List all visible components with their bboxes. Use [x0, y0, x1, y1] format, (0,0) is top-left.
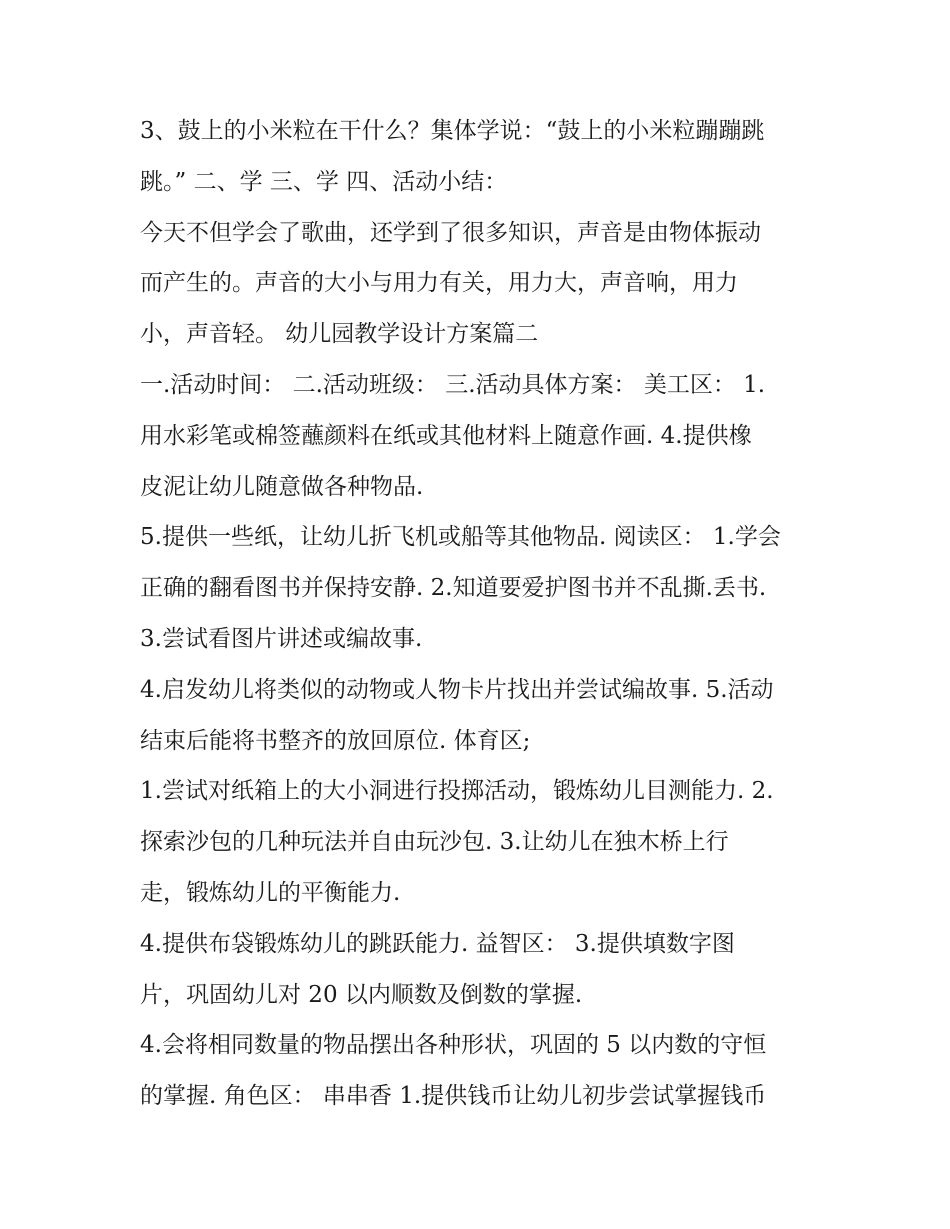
- text-line: 一.活动时间： 二.活动班级： 三.活动具体方案： 美工区： 1.: [140, 371, 766, 398]
- text-line: 片，巩固幼儿对 20 以内顺数及倒数的掌握.: [140, 981, 583, 1008]
- document-body: [140, 106, 830, 1122]
- text-line: 3、鼓上的小米粒在干什么？集体学说：“鼓上的小米粒蹦蹦跳: [140, 118, 765, 144]
- text-line: 正确的翻看图书并保持安静. 2.知道要爱护图书并不乱撕.丢书.: [140, 575, 767, 602]
- text-line: 的掌握. 角色区： 串串香 1.提供钱币让幼儿初步尝试掌握钱币: [140, 1083, 767, 1110]
- text-line: 皮泥让幼儿随意做各种物品.: [140, 473, 424, 500]
- text-line: 4.提供布袋锻炼幼儿的跳跃能力. 益智区： 3.提供填数字图: [140, 930, 735, 957]
- text-line: 4.启发幼儿将类似的动物或人物卡片找出并尝试编故事. 5.活动: [140, 676, 774, 703]
- text-line: 1.尝试对纸箱上的大小洞进行投掷活动，锻炼幼儿目测能力. 2.: [140, 778, 774, 805]
- text-line: 3.尝试看图片讲述或编故事.: [140, 625, 423, 652]
- text-line: 结束后能将书整齐的放回原位. 体育区;: [140, 727, 531, 754]
- text-line: 5.提供一些纸，让幼儿折飞机或船等其他物品. 阅读区： 1.学会: [140, 524, 781, 551]
- text-line: 今天不但学会了歌曲，还学到了很多知识，声音是由物体振动: [140, 219, 761, 246]
- text-line: 用水彩笔或棉签蘸颜料在纸或其他材料上随意作画. 4.提供橡: [140, 422, 752, 449]
- text-line: 走，锻炼幼儿的平衡能力.: [140, 879, 401, 906]
- text-line: 探索沙包的几种玩法并自由玩沙包. 3.让幼儿在独木桥上行: [140, 829, 729, 856]
- text-line: 而产生的。声音的大小与用力有关，用力大，声音响，用力: [140, 270, 738, 297]
- text-line: 小，声音轻。 幼儿园教学设计方案篇二: [140, 321, 539, 348]
- text-line: 跳。” 二、学 三、学 四、活动小结：: [140, 168, 508, 195]
- text-line: 4.会将相同数量的物品摆出各种形状，巩固的 5 以内数的守恒: [140, 1032, 767, 1059]
